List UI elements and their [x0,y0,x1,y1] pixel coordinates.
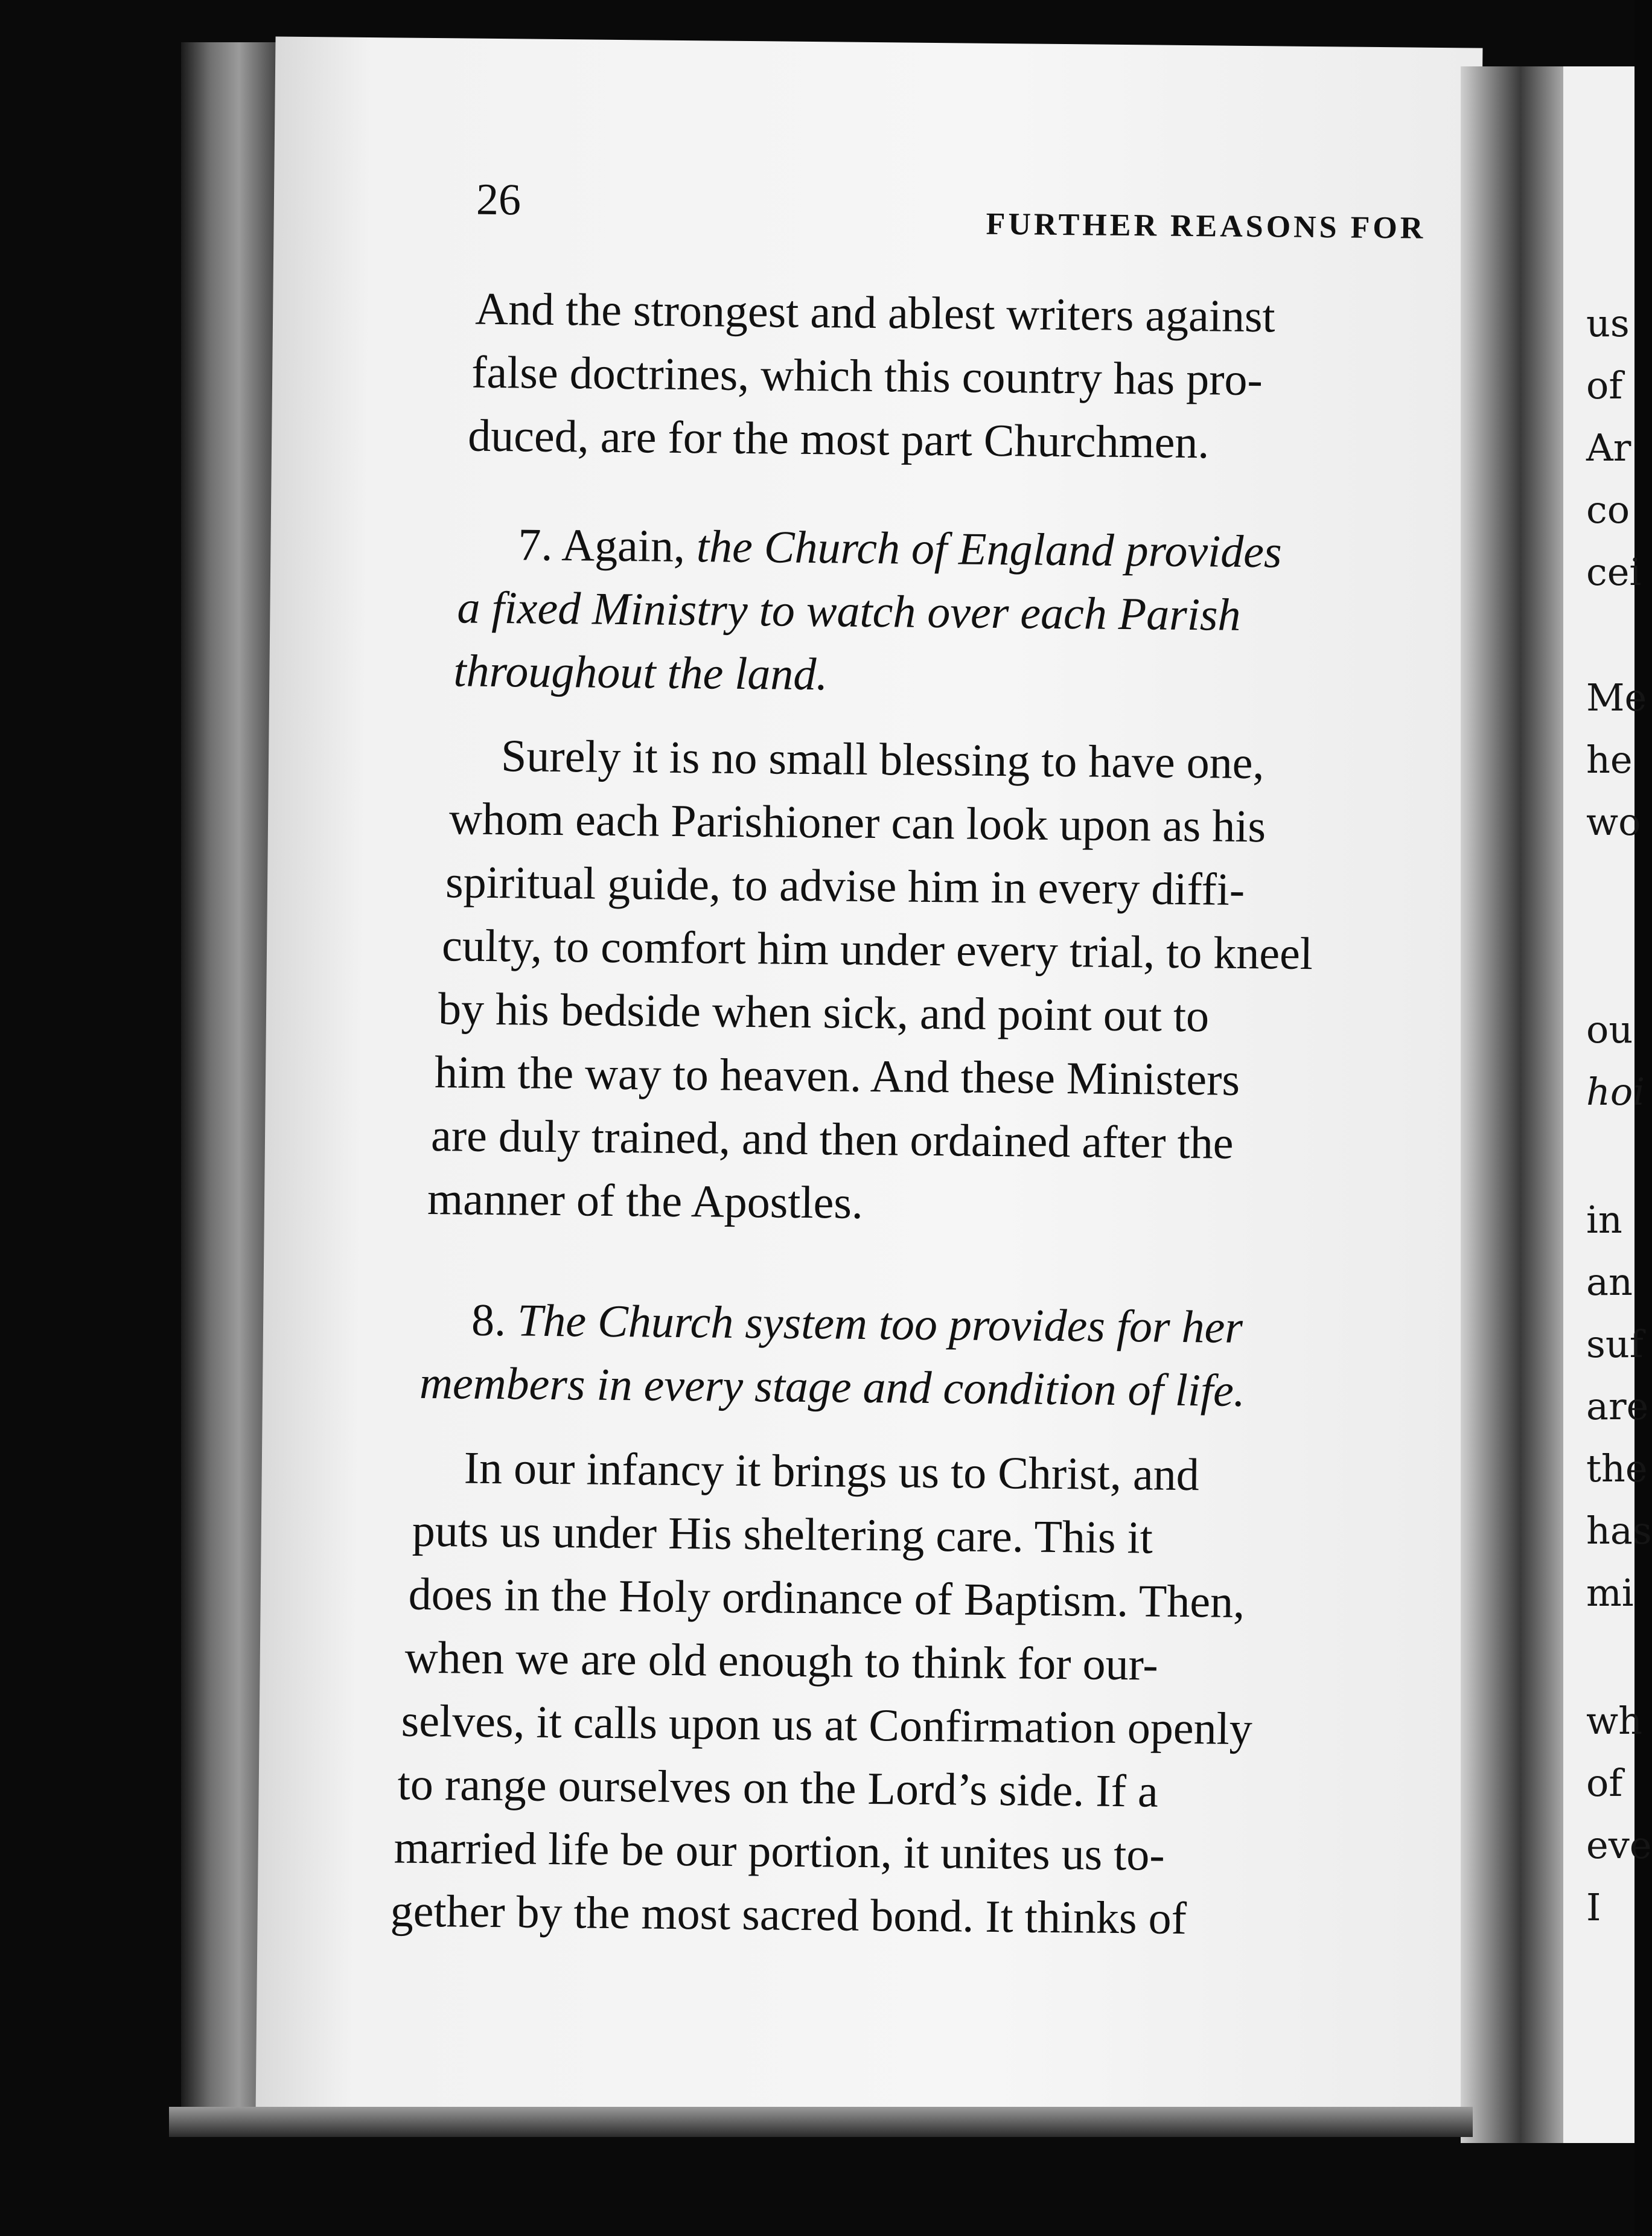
fragment-text: in [1586,1198,1622,1242]
book-page [256,36,1483,2124]
text-line: to range ourselves on the Lord’s side. If a [397,1758,1159,1817]
numbered-lead: 8. [471,1294,518,1346]
text-line: him the way to heaven. And these Ministers [434,1047,1240,1105]
page-bottom-edge [169,2107,1473,2137]
fragment-text: I [1586,1885,1601,1929]
text-line: false doctrines, which this country has pro- [471,347,1263,406]
fragment-text: suf [1586,1322,1644,1366]
text-line: duced, are for the most part Churchmen. [467,410,1210,468]
text-line: a fixed Ministry to watch over each Parish [457,582,1241,640]
text-line: spiritual guide, to advise him in every diffi- [445,857,1245,915]
fragment-text: has [1586,1509,1652,1553]
text-line: culty, to comfort him under every trial, to kneel [441,920,1313,980]
fragment-text: ou [1586,1008,1633,1052]
fragment-text: wh [1586,1699,1642,1743]
text-line: In our infancy it brings us to Christ, and [464,1442,1200,1501]
text-line: Surely it is no small blessing to have one, [500,730,1265,789]
fragment-text: an [1586,1260,1633,1304]
fragment-text: co [1586,488,1630,532]
text-line: puts us under His sheltering care. This it [412,1505,1153,1564]
text-line: members in every stage and condition of life. [419,1357,1246,1416]
italic-run: the Church of England provides [696,521,1282,578]
fragment-text: Ar [1586,426,1631,470]
text-line: married life be our portion, it unites us to- [394,1822,1166,1880]
text-line: throughout the land. [453,645,828,700]
page-gutter [1461,66,1569,2143]
text-line: does in the Holy ordinance of Baptism. Then, [408,1568,1245,1628]
fragment-text: are [1586,1384,1649,1428]
text-line-mixed [518,519,1282,578]
running-head: FURTHER REASONS FOR [986,206,1426,246]
text-line: gether by the most sacred bond. It thinks of [390,1885,1187,1944]
fragment-text: hoi [1586,1070,1645,1114]
text-line: when we are old enough to think for our- [404,1632,1159,1690]
page-number: 26 [476,174,521,225]
numbered-lead: 7. Again, [518,519,697,572]
facing-page-fragment [1563,66,1652,2143]
fragment-text: eve [1586,1823,1652,1867]
fragment-text: he [1586,738,1633,782]
text-line-mixed [471,1294,1243,1353]
fragment-text: of [1586,363,1623,407]
text-line: selves, it calls upon us at Confirmation openly [401,1695,1253,1755]
text-line: And the strongest and ablest writers against [474,283,1276,342]
fragment-text: wo [1586,800,1641,844]
italic-run: The Church system too provides for her [517,1295,1243,1353]
text-line: by his bedside when sick, and point out to [438,983,1210,1042]
fragment-text: us [1586,301,1630,345]
fragment-text: Me [1586,676,1647,720]
fragment-text: of [1586,1761,1623,1805]
fragment-text: cei [1586,550,1642,594]
text-line: manner of the Apostles. [427,1173,864,1228]
text-line: whom each Parishioner can look upon as his [448,793,1266,852]
fragment-text: mi [1586,1571,1634,1615]
text-line: are duly trained, and then ordained after the [430,1110,1234,1169]
fragment-text: the [1586,1446,1648,1490]
